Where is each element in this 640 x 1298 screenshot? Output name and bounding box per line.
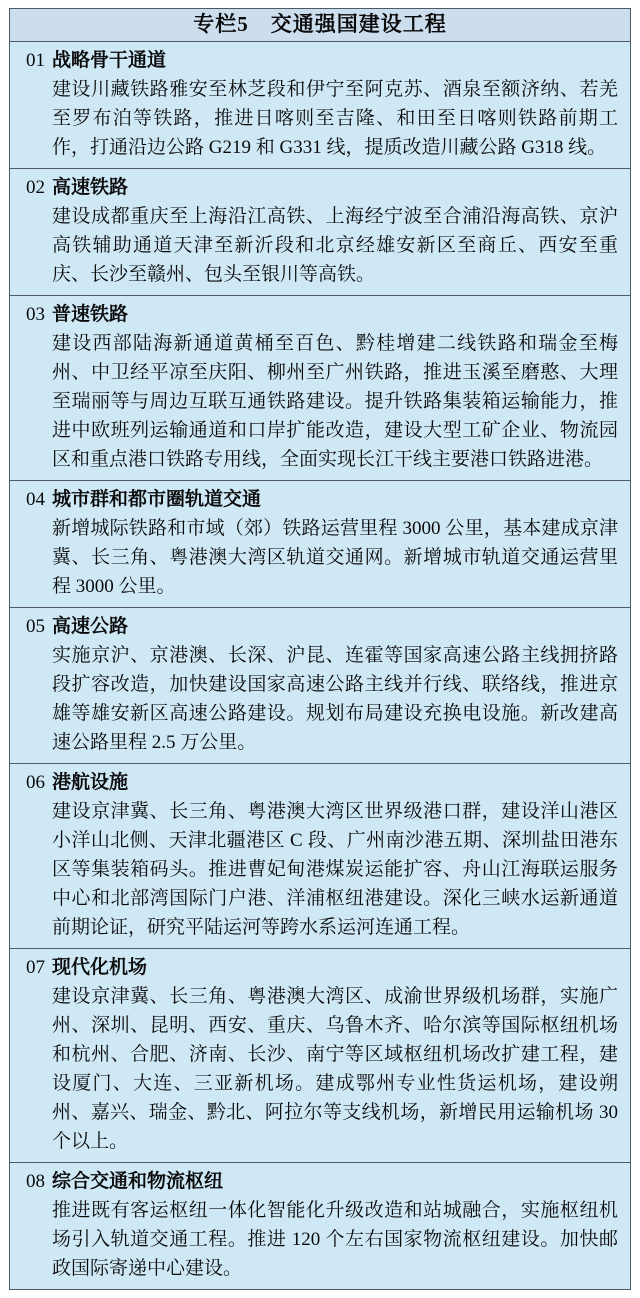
row-number: 06 [26, 772, 45, 793]
table-row [10, 763, 630, 948]
row-content [52, 1167, 618, 1283]
table-row [10, 168, 630, 295]
table-row [10, 1162, 630, 1289]
box-title: 专栏5 交通强国建设工程 [10, 9, 630, 42]
row-number: 05 [26, 616, 45, 637]
row-number: 08 [26, 1171, 45, 1192]
row-content [52, 612, 618, 757]
row-number: 07 [26, 957, 45, 978]
row-heading: 综合交通和物流枢纽 [52, 1171, 224, 1192]
row-content [52, 300, 618, 474]
row-content [52, 485, 618, 601]
row-heading: 现代化机场 [52, 957, 148, 978]
table-row [10, 948, 630, 1162]
row-heading: 港航设施 [52, 772, 129, 793]
row-heading: 普速铁路 [52, 304, 129, 325]
row-body: 建设成都重庆至上海沿江高铁、上海经宁波至合浦沿海高铁、京沪高铁辅助通道天津至新沂段和北京经雄安新区至商丘、西安至重庆、长沙至赣州、包头至银川等高铁。 [52, 206, 618, 285]
row-body: 实施京沪、京港澳、长深、沪昆、连霍等国家高速公路主线拥挤路段扩容改造，加快建设国家高速公路主线并行线、联络线，推进京雄等雄安新区高速公路建设。规划布局建设充换电设施。新改建高速公路里程 2.5 万公里。 [52, 645, 618, 753]
table-row [10, 42, 630, 168]
table-row [10, 607, 630, 763]
row-body: 建设西部陆海新通道黄桶至百色、黔桂增建二线铁路和瑞金至梅州、中卫经平凉至庆阳、柳州至广州铁路，推进玉溪至磨憨、大理至瑞丽等与周边互联互通铁路建设。提升铁路集装箱运输能力，推进中欧班列运输通道和口岸扩能改造，建设大型工矿企业、物流园区和重点港口铁路专用线，全面实现长江干线主要港口铁路进港。 [52, 333, 618, 470]
row-body: 建设京津冀、长三角、粤港澳大湾区世界级港口群，建设洋山港区小洋山北侧、天津北疆港区 C 段、广州南沙港五期、深圳盐田港东区等集装箱码头。推进曹妃甸港煤炭运能扩容、舟山江海联运服务中心和北部湾国际门户港、洋浦枢纽港建设。深化三峡水运新通道前期论证，研究平陆运河等跨水系运河连通工程。 [52, 801, 618, 938]
row-number: 01 [26, 50, 45, 71]
table-row [10, 295, 630, 480]
row-heading: 城市群和都市圈轨道交通 [52, 489, 262, 510]
row-body: 建设京津冀、长三角、粤港澳大湾区、成渝世界级机场群，实施广州、深圳、昆明、西安、重庆、乌鲁木齐、哈尔滨等国际枢纽机场和杭州、合肥、济南、长沙、南宁等区域枢纽机场改扩建工程，建设厦门、大连、三亚新机场。建成鄂州专业性货运机场，建设朔州、嘉兴、瑞金、黔北、阿拉尔等支线机场，新增民用运输机场 30 个以上。 [52, 986, 618, 1152]
row-content [52, 173, 618, 289]
row-body: 新增城际铁路和市域（郊）铁路运营里程 3000 公里，基本建成京津冀、长三角、粤港澳大湾区轨道交通网。新增城市轨道交通运营里程 3000 公里。 [52, 518, 618, 597]
row-number: 02 [26, 177, 45, 198]
row-content [52, 768, 618, 942]
row-body: 建设川藏铁路雅安至林芝段和伊宁至阿克苏、酒泉至额济纳、若羌至罗布泊等铁路，推进日喀则至吉隆、和田至日喀则铁路前期工作，打通沿边公路 G219 和 G331 线，提质改造川藏公路 G318 线。 [52, 79, 618, 158]
table-row [10, 480, 630, 607]
row-number: 03 [26, 304, 45, 325]
row-number: 04 [26, 489, 45, 510]
row-heading: 战略骨干通道 [52, 50, 167, 71]
row-heading: 高速铁路 [52, 177, 129, 198]
row-heading: 高速公路 [52, 616, 129, 637]
row-content [52, 46, 618, 162]
row-body: 推进既有客运枢纽一体化智能化升级改造和站城融合，实施枢纽机场引入轨道交通工程。推进 120 个左右国家物流枢纽建设。加快邮政国际寄递中心建设。 [52, 1200, 618, 1279]
policy-box-table [9, 8, 631, 1290]
